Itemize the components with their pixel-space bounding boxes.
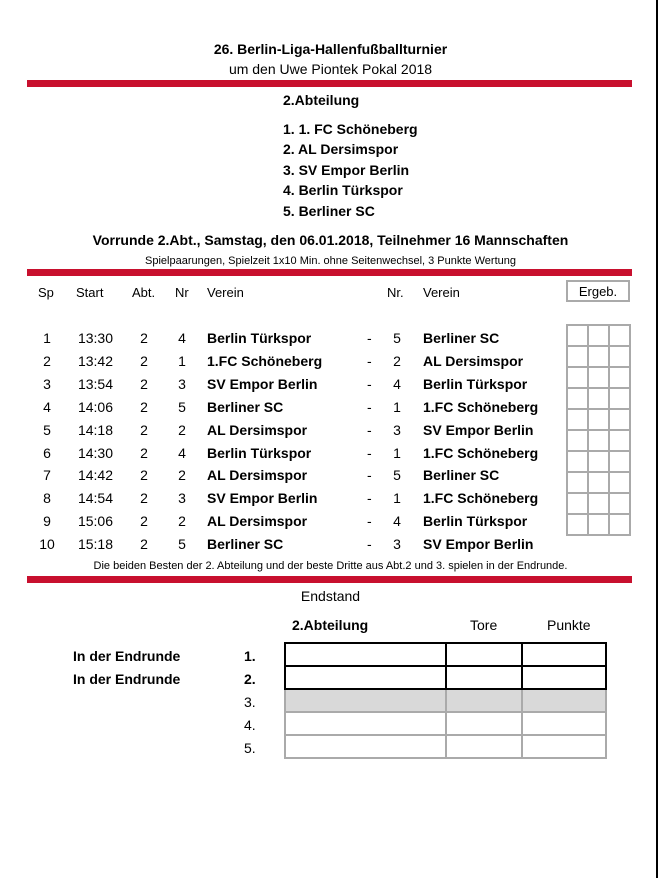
result-cell[interactable] <box>567 346 588 367</box>
match-row <box>0 422 661 445</box>
match-division: 2 <box>140 421 148 438</box>
result-cell[interactable] <box>567 514 588 535</box>
match-division: 2 <box>140 490 148 507</box>
result-cell[interactable] <box>567 472 588 493</box>
match-division: 2 <box>140 398 148 415</box>
rank-label: 1. <box>244 648 256 664</box>
away-team-number: 4 <box>393 375 401 392</box>
result-cell[interactable] <box>609 451 630 472</box>
col-header-ergebnis: Ergeb. <box>566 280 630 302</box>
vs-dash: - <box>367 444 372 461</box>
match-number: 4 <box>43 398 51 415</box>
group-team: 5. Berliner SC <box>283 203 375 219</box>
standings-cell[interactable] <box>522 689 606 712</box>
group-team: 3. SV Empor Berlin <box>283 162 410 178</box>
home-team-number: 3 <box>178 490 186 507</box>
result-cell[interactable] <box>609 367 630 388</box>
match-row <box>0 330 661 353</box>
match-number: 10 <box>39 536 55 553</box>
result-cell[interactable] <box>567 367 588 388</box>
endstand-tore-header: Tore <box>470 617 498 633</box>
qualification-note: Die beiden Besten der 2. Abteilung und der beste Dritte aus Abt.2 und 3. spielen in der Endrunde. <box>93 560 568 572</box>
away-team: Berliner SC <box>423 467 500 484</box>
vs-dash: - <box>367 352 372 369</box>
standings-cell[interactable] <box>446 666 522 689</box>
endrunde-label: In der Endrunde <box>73 648 181 664</box>
tournament-subtitle: um den Uwe Piontek Pokal 2018 <box>228 61 433 77</box>
standings-cell[interactable] <box>522 666 606 689</box>
away-team: AL Dersimspor <box>423 352 524 369</box>
result-cell[interactable] <box>588 346 609 367</box>
match-number: 2 <box>43 352 51 369</box>
result-cell[interactable] <box>609 325 630 346</box>
col-header-verein: Verein <box>207 285 244 300</box>
away-team-number: 3 <box>393 421 401 438</box>
match-division: 2 <box>140 513 148 530</box>
result-cell[interactable] <box>567 451 588 472</box>
col-header-verein2: Verein <box>423 285 460 300</box>
vs-dash: - <box>367 536 372 553</box>
vs-dash: - <box>367 467 372 484</box>
match-start-time: 15:06 <box>77 513 114 530</box>
rank-label: 5. <box>244 740 256 756</box>
result-grid <box>566 324 631 536</box>
rank-label: 2. <box>244 671 256 687</box>
away-team-number: 4 <box>393 513 401 530</box>
match-row <box>0 399 661 422</box>
standings-cell[interactable] <box>446 712 522 735</box>
away-team: SV Empor Berlin <box>423 421 534 438</box>
red-divider <box>27 269 632 276</box>
match-row <box>0 490 661 513</box>
vs-dash: - <box>367 490 372 507</box>
endstand-group-header: 2.Abteilung <box>292 617 369 633</box>
home-team-number: 2 <box>178 513 186 530</box>
result-cell[interactable] <box>567 388 588 409</box>
result-cell[interactable] <box>588 451 609 472</box>
home-team: SV Empor Berlin <box>207 490 318 507</box>
result-cell[interactable] <box>609 493 630 514</box>
match-start-time: 14:54 <box>77 490 114 507</box>
away-team: 1.FC Schöneberg <box>423 490 539 507</box>
away-team-number: 5 <box>393 467 401 484</box>
match-row <box>0 467 661 490</box>
standings-cell[interactable] <box>446 735 522 758</box>
group-team: 1. 1. FC Schöneberg <box>283 121 418 137</box>
match-start-time: 13:54 <box>77 375 114 392</box>
red-divider <box>27 576 632 583</box>
home-team: Berlin Türkspor <box>207 330 312 346</box>
home-team: AL Dersimspor <box>207 513 308 530</box>
result-cell[interactable] <box>609 514 630 535</box>
away-team: 1.FC Schöneberg <box>423 398 539 415</box>
home-team-number: 3 <box>178 375 186 392</box>
standings-cell[interactable] <box>446 689 522 712</box>
away-team-number: 5 <box>393 330 401 346</box>
match-number: 8 <box>43 490 51 507</box>
home-team-number: 2 <box>178 467 186 484</box>
standings-cell[interactable] <box>285 666 446 689</box>
rank-label: 3. <box>244 694 256 710</box>
vs-dash: - <box>367 513 372 530</box>
match-division: 2 <box>140 536 148 553</box>
away-team-number: 1 <box>393 444 401 461</box>
result-cell[interactable] <box>609 388 630 409</box>
match-row <box>0 536 661 559</box>
result-cell[interactable] <box>588 388 609 409</box>
standings-cell[interactable] <box>285 735 446 758</box>
col-header-nr: Nr <box>175 285 189 300</box>
col-header-sp: Sp <box>38 285 54 300</box>
match-row <box>0 445 661 468</box>
match-start-time: 13:42 <box>77 352 114 369</box>
standings-cell[interactable] <box>285 643 446 666</box>
col-header-abt: Abt. <box>132 285 156 300</box>
match-division: 2 <box>140 467 148 484</box>
away-team: SV Empor Berlin <box>423 536 534 553</box>
result-cell[interactable] <box>609 430 630 451</box>
standings-cell[interactable] <box>446 643 522 666</box>
result-cell[interactable] <box>567 409 588 430</box>
home-team: SV Empor Berlin <box>207 375 318 392</box>
away-team: 1.FC Schöneberg <box>423 444 539 461</box>
match-number: 5 <box>43 421 51 438</box>
red-divider <box>27 80 632 87</box>
endrunde-label: In der Endrunde <box>73 671 181 687</box>
match-start-time: 14:06 <box>77 398 114 415</box>
away-team-number: 1 <box>393 398 401 415</box>
home-team: AL Dersimspor <box>207 421 308 438</box>
match-start-time: 13:30 <box>77 330 114 346</box>
endstand-title: Endstand <box>300 588 361 604</box>
match-division: 2 <box>140 444 148 461</box>
result-cell[interactable] <box>588 325 609 346</box>
standings-cell[interactable] <box>285 712 446 735</box>
away-team-number: 3 <box>393 536 401 553</box>
standings-cell[interactable] <box>285 689 446 712</box>
away-team: Berlin Türkspor <box>423 375 528 392</box>
match-row <box>0 513 661 536</box>
home-team: 1.FC Schöneberg <box>207 352 323 369</box>
match-start-time: 15:18 <box>77 536 114 553</box>
home-team: Berliner SC <box>207 536 284 553</box>
away-team: Berlin Türkspor <box>423 513 528 530</box>
home-team: Berliner SC <box>207 398 284 415</box>
home-team-number: 5 <box>178 536 186 553</box>
home-team-number: 2 <box>178 421 186 438</box>
home-team-number: 4 <box>178 444 186 461</box>
result-cell[interactable] <box>609 346 630 367</box>
home-team-number: 5 <box>178 398 186 415</box>
result-cell[interactable] <box>567 430 588 451</box>
match-start-time: 14:42 <box>77 467 114 484</box>
tournament-title: 26. Berlin-Liga-Hallenfußballturnier <box>213 41 448 57</box>
standings-table <box>284 642 607 759</box>
group-team: 4. Berlin Türkspor <box>283 182 403 198</box>
match-start-time: 14:30 <box>77 444 114 461</box>
result-cell[interactable] <box>588 472 609 493</box>
result-cell[interactable] <box>609 409 630 430</box>
rank-label: 4. <box>244 717 256 733</box>
result-cell[interactable] <box>588 367 609 388</box>
match-number: 7 <box>43 467 51 484</box>
match-division: 2 <box>140 352 148 369</box>
match-start-time: 14:18 <box>77 421 114 438</box>
result-cell[interactable] <box>588 430 609 451</box>
home-team-number: 4 <box>178 330 186 346</box>
result-cell[interactable] <box>567 325 588 346</box>
match-row <box>0 376 661 399</box>
home-team-number: 1 <box>178 352 186 369</box>
match-number: 3 <box>43 375 51 392</box>
group-title: 2.Abteilung <box>283 92 360 108</box>
result-cell[interactable] <box>588 409 609 430</box>
standings-cell[interactable] <box>522 712 606 735</box>
match-number: 9 <box>43 513 51 530</box>
standings-cell[interactable] <box>522 643 606 666</box>
standings-cell[interactable] <box>522 735 606 758</box>
spielpaarungen-info: Spielpaarungen, Spielzeit 1x10 Min. ohne Seitenwechsel, 3 Punkte Wertung <box>145 255 516 267</box>
group-team: 2. AL Dersimspor <box>283 141 399 157</box>
vs-dash: - <box>367 398 372 415</box>
match-row <box>0 353 661 376</box>
result-cell[interactable] <box>609 472 630 493</box>
col-header-nr2: Nr. <box>387 285 404 300</box>
result-cell[interactable] <box>567 493 588 514</box>
match-division: 2 <box>140 375 148 392</box>
endstand-punkte-header: Punkte <box>547 617 591 633</box>
result-cell[interactable] <box>588 514 609 535</box>
vs-dash: - <box>367 330 372 346</box>
away-team-number: 2 <box>393 352 401 369</box>
home-team: AL Dersimspor <box>207 467 308 484</box>
vs-dash: - <box>367 375 372 392</box>
col-header-start: Start <box>76 285 104 300</box>
away-team: Berliner SC <box>423 330 500 346</box>
match-number: 6 <box>43 444 51 461</box>
result-cell[interactable] <box>588 493 609 514</box>
vs-dash: - <box>367 421 372 438</box>
home-team: Berlin Türkspor <box>207 444 312 461</box>
vorrunde-info: Vorrunde 2.Abt., Samstag, den 06.01.2018, Teilnehmer 16 Mannschaften <box>92 232 569 248</box>
away-team-number: 1 <box>393 490 401 507</box>
match-number: 1 <box>43 330 51 346</box>
match-division: 2 <box>140 330 148 346</box>
